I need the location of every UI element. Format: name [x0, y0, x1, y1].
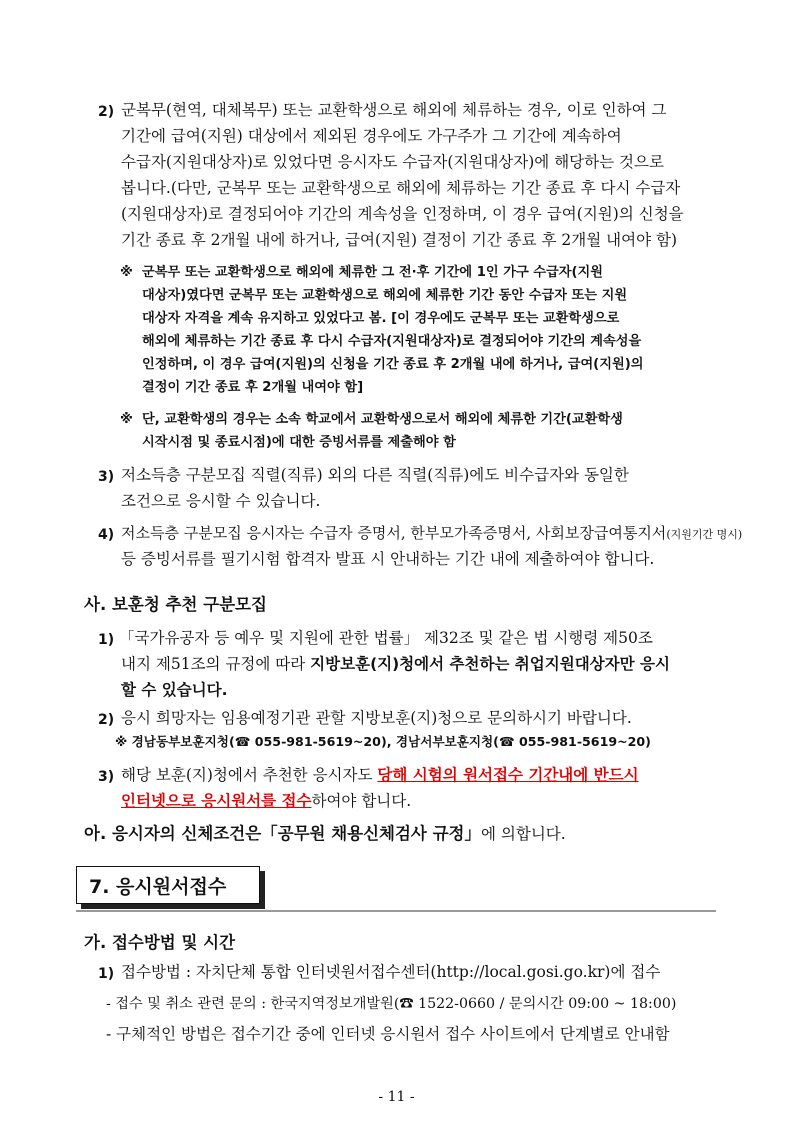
- section-sa-item-3-line-2: [121, 791, 411, 811]
- item-2-line-6: 기간 종료 후 2개월 내에 하거나, 급여(지원) 결정이 기간 종료 후 2개월 내여야 함): [121, 231, 678, 249]
- section-ga-item-1-number: 1): [98, 966, 115, 982]
- section-sa-item-1-line-2-plain: 내지 제51조의 규정에 따라: [121, 655, 311, 673]
- section-sa-contact-note: ※ 경남동부보훈지청(☎ 055-981-5619~20), 경남서부보훈지청(☎ 055-981-5619~20): [115, 734, 651, 749]
- note-1-line-2: 대상자)였다면 군복무 또는 교환학생으로 해외에 체류한 기간 동안 수급자 또는 지원: [142, 288, 628, 303]
- item-2-line-2: 기간에 급여(지원) 대상에서 제외된 경우에도 가구주가 그 기간에 계속하여: [121, 127, 622, 145]
- note-1-line-5: 인정하며, 이 경우 급여(지원)의 신청을 기간 종료 후 2개월 내에 하거나, 급여(지원)의: [142, 357, 644, 372]
- section-ga-heading: 가. 접수방법 및 시간: [84, 933, 236, 952]
- section-sa-item-1-number: 1): [98, 632, 115, 648]
- item-4-line-1-text: 저소득층 구분모집 응시자는 수급자 증명서, 한부모가족증명서, 사회보장급여통지서: [121, 524, 667, 542]
- page-number: - 11 -: [378, 1089, 415, 1105]
- section-ga-dash-1: - 접수 및 취소 관련 문의 : 한국지역정보개발원(☎ 1522-0660 / 문의시간 09:00 ~ 18:00): [106, 996, 677, 1012]
- section-sa-item-1-line-1: 「국가유공자 등 예우 및 지원에 관한 법률」 제32조 및 같은 법 시행령 제50조: [119, 629, 653, 647]
- section-sa-item-1-line-3: 할 수 있습니다.: [121, 681, 228, 699]
- note-1-line-3: 대상자 자격을 계속 유지하고 있었다고 봄. [이 경우에도 군복무 또는 교환학생으로: [142, 311, 620, 326]
- item-2-line-1: 군복무(현역, 대체복무) 또는 교환학생으로 해외에 체류하는 경우, 이로 인하여 그: [121, 101, 667, 119]
- note-2-line-1: 단, 교환학생의 경우는 소속 학교에서 교환학생으로서 해외에 체류한 기간(교환학생: [142, 412, 623, 427]
- section-a-heading-plain: 에 의합니다.: [480, 825, 566, 843]
- section-sa-item-1-line-2: [121, 654, 670, 674]
- section-sa-item-2-number: 2): [98, 712, 115, 728]
- section-sa-item-3-number: 3): [98, 769, 115, 785]
- section-ga-dash-2: - 구체적인 방법은 접수기간 중에 인터넷 응시원서 접수 사이트에서 단계별로 안내함: [106, 1025, 670, 1043]
- item-3-line-2: 조건으로 응시할 수 있습니다.: [121, 492, 321, 510]
- note-1-line-4: 해외에 체류하는 기간 종료 후 다시 수급자(지원대상자)로 결정되어야 기간의 계속성을: [142, 334, 642, 349]
- note-2-mark: ※: [120, 412, 133, 427]
- item-3-number: 3): [98, 469, 115, 485]
- item-2-line-5: (지원대상자)로 결정되어야 기간의 계속성을 인정하며, 이 경우 급여(지원)의 신청을: [121, 205, 684, 223]
- chapter-7-title: 7. 응시원서접수: [89, 876, 227, 898]
- item-4-number: 4): [98, 527, 115, 543]
- section-sa-item-3-line-1-plain: 해당 보훈(지)청에서 추천한 응시자도: [121, 766, 378, 784]
- section-a-heading-bold: 아. 응시자의 신체조건은「공무원 채용신체검사 규정」: [84, 824, 481, 843]
- item-4-line-1: [121, 523, 742, 545]
- item-2-line-3: 수급자(지원대상자)로 있었다면 응시자도 수급자(지원대상자)에 해당하는 것으로: [121, 153, 664, 171]
- item-4-line-2: 등 증빙서류를 필기시험 합격자 발표 시 안내하는 기간 내에 제출하여야 합니다.: [121, 550, 655, 568]
- section-sa-item-3-line-1: [121, 765, 639, 785]
- chapter-7-title-box: [76, 866, 260, 904]
- note-1-line-1: 군복무 또는 교환학생으로 해외에 체류한 그 전·후 기간에 1인 가구 수급자(지원: [142, 265, 604, 280]
- section-sa-item-3-line-2-highlight: 인터넷으로 응시원서를 접수: [121, 792, 312, 810]
- item-2-line-4: 봅니다.(다만, 군복무 또는 교환학생으로 해외에 체류하는 기간 종료 후 다시 수급자: [121, 179, 681, 197]
- note-2-line-2: 시작시점 및 종료시점)에 대한 증빙서류를 제출해야 함: [142, 435, 456, 450]
- item-4-line-1-small: (지원기간 명시): [666, 528, 743, 541]
- item-3-line-1: 저소득층 구분모집 직렬(직류) 외의 다른 직렬(직류)에도 비수급자와 동일한: [121, 466, 629, 484]
- section-sa-item-2-line: 응시 희망자는 임용예정기관 관할 지방보훈(지)청으로 문의하시기 바랍니다.: [121, 709, 632, 727]
- chapter-7-rule: [76, 910, 716, 912]
- note-1-mark: ※: [120, 265, 133, 280]
- section-sa-item-3-line-2-plain: 하여야 합니다.: [311, 792, 412, 810]
- section-sa-heading: 사. 보훈청 추천 구분모집: [84, 595, 267, 614]
- note-1-line-6: 결정이 기간 종료 후 2개월 내여야 함]: [142, 380, 364, 395]
- section-ga-item-1-line: 접수방법 : 자치단체 통합 인터넷원서접수센터(http://local.gosi.go.kr)에 접수: [121, 963, 661, 981]
- item-2-number: 2): [98, 104, 115, 120]
- section-sa-item-3-line-1-highlight: 당해 시험의 원서접수 기간내에 반드시: [377, 766, 639, 784]
- section-sa-item-1-line-2-bold: 지방보훈(지)청에서 추천하는 취업지원대상자만 응시: [310, 655, 670, 673]
- section-a-heading: [84, 820, 566, 844]
